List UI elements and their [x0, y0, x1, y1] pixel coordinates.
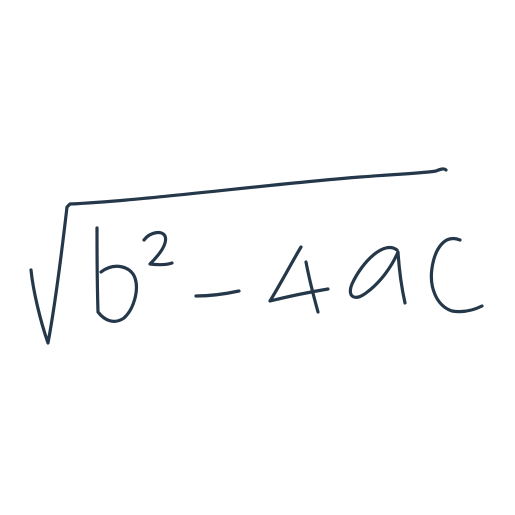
glyph-a [350, 248, 405, 303]
glyph-b [97, 228, 136, 321]
glyph-c [431, 239, 482, 312]
glyph-superscript-2 [144, 233, 172, 265]
radical-sign [31, 169, 446, 343]
glyph-minus [196, 291, 239, 296]
glyph-four [270, 247, 328, 312]
